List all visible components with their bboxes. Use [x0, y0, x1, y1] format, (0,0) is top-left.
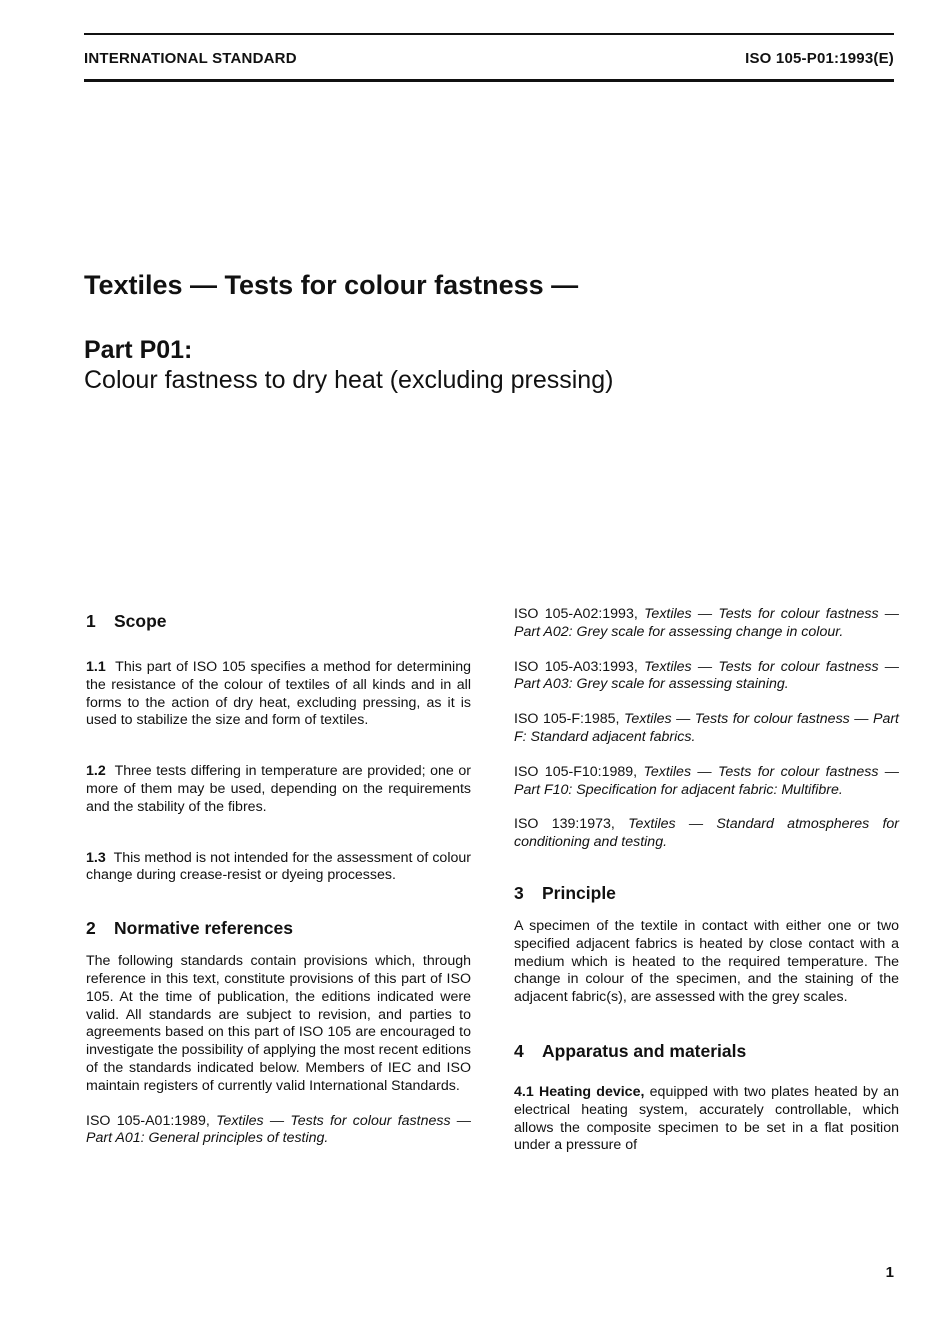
reference-code: ISO 105-A03:1993,: [514, 658, 638, 675]
principle-text: A specimen of the textile in contact with either one or two specified adjacent fabrics is heated by close contact with a medium which is heated to the required temperature. The change in colour of the specimen, and the staining of the adjacent fabric(s), are assessed with the grey scales.: [514, 917, 899, 1006]
document-part: Part P01:: [84, 336, 193, 364]
reference-item: [514, 606, 899, 642]
clause-text: This part of ISO 105 specifies a method for determining the resistance of the colour of textiles of all kinds and in all forms to the action of dry heat, excluding pressing, as it is used to stabilize the size and form of textiles.: [86, 659, 471, 729]
reference-code: ISO 105-F10:1989,: [514, 763, 638, 780]
reference-item: [514, 659, 899, 695]
header-top-rule: [84, 33, 894, 35]
clause-number: 1.3: [86, 849, 106, 866]
reference-title: Textiles — Tests for colour fastness — Part A01: General principles of testing.: [86, 1112, 471, 1147]
section-number: 1: [86, 611, 96, 631]
section-title: Apparatus and materials: [542, 1040, 747, 1061]
header-bottom-rule: [84, 79, 894, 82]
paragraph-1-2: [86, 763, 471, 816]
left-column: [86, 606, 471, 1148]
section-number: 4: [514, 1040, 524, 1061]
clause-text: equipped with two plates heated by an electrical heating system, accurately controllable, which allows the composite specimen to be set in a flat position under a pressure of: [514, 1083, 899, 1154]
clause-number: 1.2: [86, 763, 106, 780]
page-number: 1: [885, 1264, 894, 1281]
section-title: Normative references: [114, 918, 293, 939]
reference-item: [514, 816, 899, 852]
section-number: 2: [86, 918, 96, 939]
paragraph-1-3: [86, 850, 471, 886]
document-title: Textiles — Tests for colour fastness —: [84, 270, 579, 300]
clause-text: This method is not intended for the assessment of colour change during crease-resist or dyeing processes.: [86, 849, 471, 884]
paragraph-1-1: [86, 659, 471, 730]
reference-title: Textiles — Tests for colour fastness — Part F10: Specification for adjacent fabric: Multifibre.: [514, 763, 899, 798]
section-title: Principle: [542, 882, 616, 903]
reference-title: Textiles — Standard atmospheres for conditioning and testing.: [514, 816, 900, 851]
reference-code: ISO 105-A02:1993,: [514, 606, 638, 622]
reference-title: Textiles — Tests for colour fastness — Part F: Standard adjacent fabrics.: [514, 711, 900, 745]
section-title: Scope: [114, 611, 167, 631]
section-apparatus-heading: [514, 1040, 899, 1062]
right-column: [514, 606, 899, 1155]
section-scope-heading: [86, 610, 471, 632]
section-normative-heading: [86, 917, 471, 939]
reference-title: Textiles — Tests for colour fastness — Part A03: Grey scale for assessing staining.: [514, 658, 899, 693]
reference-code: ISO 139:1973,: [514, 816, 615, 833]
reference-item: [86, 1113, 471, 1149]
clause-label: Heating device,: [539, 1083, 645, 1100]
clause-text: Three tests differing in temperature are provided; one or more of them may be used, depending on the requirements and the stability of the fibres.: [86, 763, 471, 815]
reference-title: Textiles — Tests for colour fastness — Part A02: Grey scale for assessing change in colour.: [514, 606, 899, 640]
clause-number: 4.1: [514, 1083, 534, 1100]
section-principle-heading: [514, 882, 899, 904]
normative-intro: The following standards contain provisions which, through reference in this text, constitute provisions of this part of ISO 105. At the time of publication, the editions indicated were valid. All standards are subject to revision, and parties to agreements based on this part of ISO 105 are encouraged to investigate the possibility of applying the most recent editions of the standards indicated below. Members of IEC and ISO maintain registers of currently valid International Standards.: [86, 953, 471, 1094]
paragraph-4-1: [514, 1084, 899, 1155]
reference-code: ISO 105-F:1985,: [514, 711, 620, 728]
clause-number: 1.1: [86, 659, 106, 675]
reference-item: [514, 711, 899, 747]
reference-item: [514, 764, 899, 800]
header-document-number: ISO 105-P01:1993(E): [745, 50, 894, 67]
reference-code: ISO 105-A01:1989,: [86, 1112, 210, 1129]
document-subtitle: Colour fastness to dry heat (excluding pressing): [84, 366, 614, 394]
section-number: 3: [514, 882, 524, 903]
header-standard-label: INTERNATIONAL STANDARD: [84, 50, 297, 67]
